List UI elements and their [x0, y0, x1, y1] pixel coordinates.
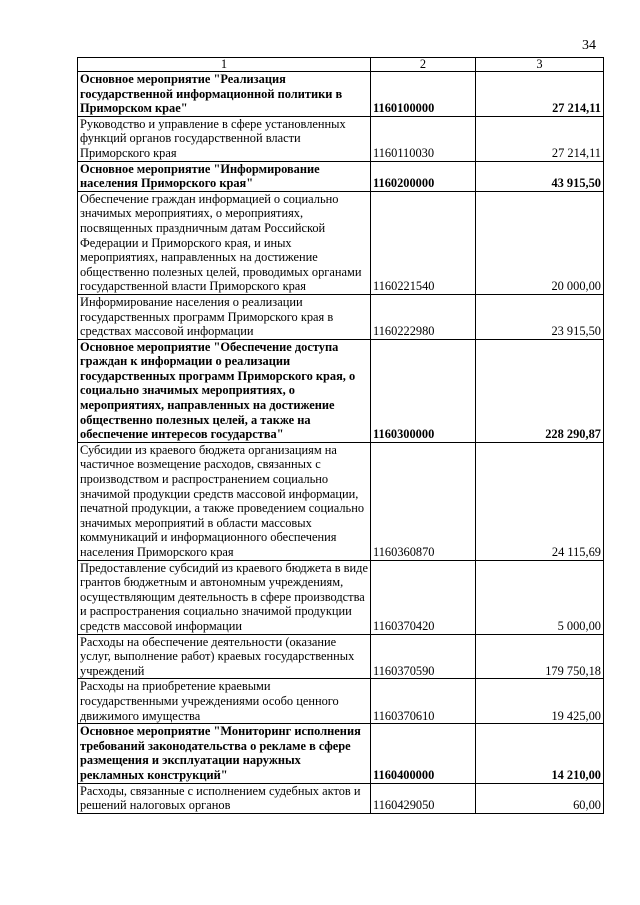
row-code: 1160300000: [371, 339, 476, 442]
table-row: [78, 191, 604, 294]
table-row: [78, 116, 604, 161]
row-amount: 60,00: [476, 783, 604, 813]
row-code: 1160100000: [371, 72, 476, 117]
row-name: Основное мероприятие "Обеспечение доступа граждан к информации о реализации государственных программ Приморского края, о социально значимых мероприятиях, о мероприятиях, направленных на достижение общественно полезных целей, а также на обеспечение интересов государства": [78, 339, 371, 442]
table-row: [78, 560, 604, 634]
page-number: 34: [582, 38, 596, 53]
row-code: 1160110030: [371, 116, 476, 161]
row-code: 1160370610: [371, 679, 476, 724]
table-row: [78, 724, 604, 783]
row-amount: 19 425,00: [476, 679, 604, 724]
row-amount: 179 750,18: [476, 634, 604, 679]
row-name: Расходы на обеспечение деятельности (оказание услуг, выполнение работ) краевых государственных учреждений: [78, 634, 371, 679]
row-amount: 14 210,00: [476, 724, 604, 783]
row-amount: 5 000,00: [476, 560, 604, 634]
row-amount: 24 115,69: [476, 442, 604, 560]
row-code: 1160429050: [371, 783, 476, 813]
column-header-amount: 3: [476, 58, 604, 72]
row-name: Расходы на приобретение краевыми государственными учреждениями особо ценного движимого имущества: [78, 679, 371, 724]
row-amount: 20 000,00: [476, 191, 604, 294]
row-code: 1160200000: [371, 161, 476, 191]
table-row: [78, 72, 604, 117]
row-name: Предоставление субсидий из краевого бюджета в виде грантов бюджетным и автономным учреждениям, осуществляющим деятельность в сфере производства и распространения социально значимой продукции средств массовой информации: [78, 560, 371, 634]
row-name: Основное мероприятие "Реализация государственной информационной политики в Приморском крае": [78, 72, 371, 117]
row-code: 1160360870: [371, 442, 476, 560]
table-row: [78, 294, 604, 339]
row-code: 1160370420: [371, 560, 476, 634]
row-name: Расходы, связанные с исполнением судебных актов и решений налоговых органов: [78, 783, 371, 813]
row-amount: 228 290,87: [476, 339, 604, 442]
row-code: 1160221540: [371, 191, 476, 294]
table-row: [78, 634, 604, 679]
row-name: Информирование населения о реализации государственных программ Приморского края в средствах массовой информации: [78, 294, 371, 339]
row-code: 1160222980: [371, 294, 476, 339]
row-amount: 43 915,50: [476, 161, 604, 191]
table-row: [78, 339, 604, 442]
table-body: [78, 72, 604, 814]
column-header-code: 2: [371, 58, 476, 72]
row-amount: 27 214,11: [476, 116, 604, 161]
row-name: Руководство и управление в сфере установленных функций органов государственной власти Приморского края: [78, 116, 371, 161]
row-name: Основное мероприятие "Информирование населения Приморского края": [78, 161, 371, 191]
header-row: [78, 58, 604, 72]
row-amount: 27 214,11: [476, 72, 604, 117]
column-header-name: 1: [78, 58, 371, 72]
row-name: Субсидии из краевого бюджета организациям на частичное возмещение расходов, связанных с производством и распространением социально значимой продукции средств массовой информации, печатной продукции, а также проведением социально значимых мероприятий в области массовых коммуникаций и информационного обеспечения населения Приморского края: [78, 442, 371, 560]
row-amount: 23 915,50: [476, 294, 604, 339]
table-row: [78, 442, 604, 560]
table-row: [78, 161, 604, 191]
row-name: Обеспечение граждан информацией о социально значимых мероприятиях, о мероприятиях, посвященных праздничным датам Российской Федерации и Приморского края, и иных мероприятиях, направленных на достижение общественно полезных целей, проводимых органами государственной власти Приморского края: [78, 191, 371, 294]
row-code: 1160400000: [371, 724, 476, 783]
row-code: 1160370590: [371, 634, 476, 679]
budget-table: [77, 57, 604, 814]
row-name: Основное мероприятие "Мониторинг исполнения требований законодательства о рекламе в сфере размещения и эксплуатации наружных рекламных конструкций": [78, 724, 371, 783]
table-row: [78, 783, 604, 813]
table-row: [78, 679, 604, 724]
